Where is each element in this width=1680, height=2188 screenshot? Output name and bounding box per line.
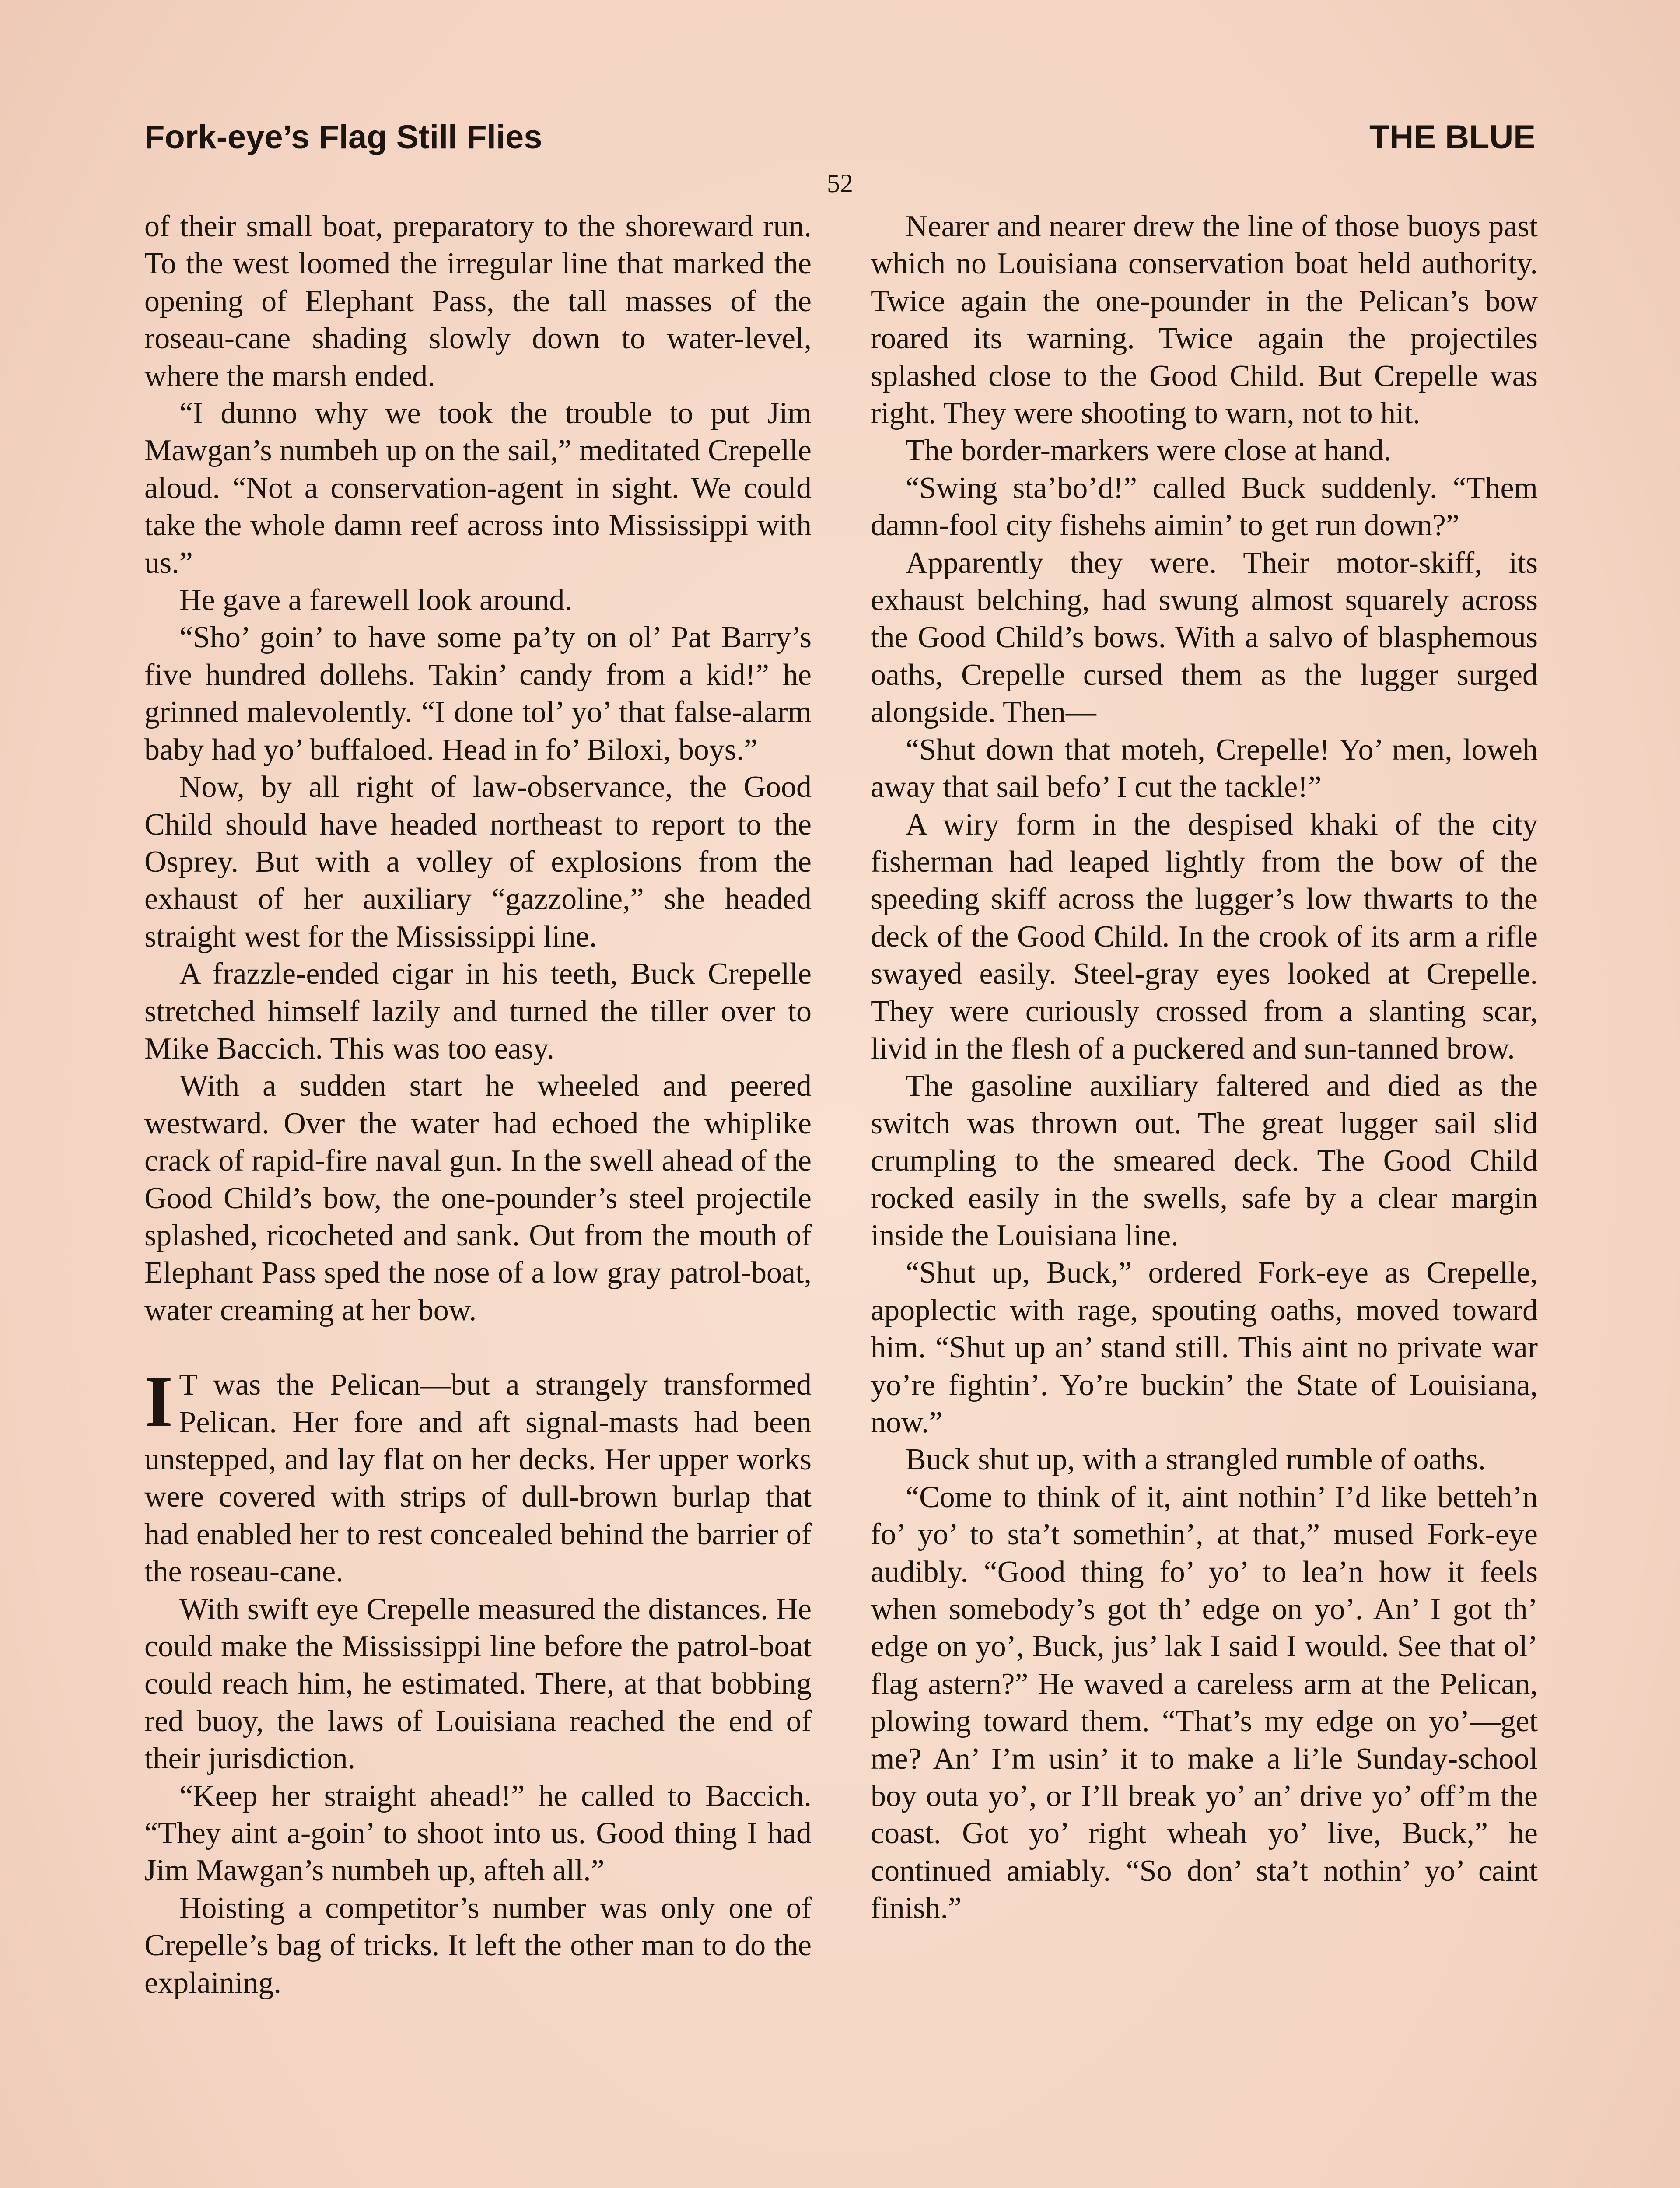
paragraph: Buck shut up, with a strangled rumble of oaths. (906, 1443, 1486, 1477)
paragraph: “Keep her straight ahead!” he called to Baccich. “They aint a-goin’ to shoot into us. Good thing I had Jim Mawgan’s numbeh up, afteh all.” (144, 1779, 812, 1888)
paragraph: With swift eye Crepelle measured the distances. He could make the Mississippi line before the patrol-boat could reach him, he estimated. There, at that bobbing red buoy, the laws of Louisiana reached the end of their jurisdiction. (144, 1592, 812, 1776)
paragraph: “I dunno why we took the trouble to put Jim Mawgan’s numbeh up on the sail,” meditated Crepelle aloud. “Not a conservation-agent in sight. We could take the whole damn reef across into Mississippi with us.” (144, 396, 812, 580)
paragraph: of their small boat, preparatory to the shoreward run. To the west loomed the irregular line that marked the opening of Elephant Pass, the tall masses of the roseau-cane shading slowly down to water-level, where the marsh ended. (144, 210, 812, 393)
paragraph: A wiry form in the despised khaki of the city fisherman had leaped lightly from the bow of the speeding skiff across the lugger’s low thwarts to the deck of the Good Child. In the crook of its arm a rifle swayed easily. Steel-gray eyes looked at Crepelle. They were curiously crossed from a slanting scar, livid in the flesh of a puckered and sun-tanned brow. (871, 807, 1538, 1066)
paragraph-text: T was the Pelican—but a strangely transformed Pelican. Her fore and aft signal-masts had been unstepped, and lay flat on her decks. Her upper works were covered with strips of dull-brown burlap that had enabled her to rest concealed behind the barrier of the roseau-cane. (144, 1368, 812, 1589)
paragraph: He gave a farewell look around. (179, 583, 572, 617)
text-columns (144, 208, 1538, 2002)
paragraph: Now, by all right of law-observance, the Good Child should have headed northeast to report to the Osprey. But with a volley of explosions from the exhaust of her auxiliary “gazzoline,” she headed straight west for the Mississippi line. (144, 770, 812, 954)
paragraph: “Swing sta’bo’d!” called Buck suddenly. “Them damn-fool city fishehs aimin’ to get run down?” (871, 471, 1538, 543)
story-title: Fork-eye’s Flag Still Flies (144, 119, 542, 156)
left-column (144, 208, 812, 2002)
paragraph: Nearer and nearer drew the line of those buoys past which no Louisiana conservation boat held authority. Twice again the one-pounder in the Pelican’s bow roared its warning. Twice again the projectiles splashed close to the Good Child. But Crepelle was right. They were shooting to warn, not to hit. (871, 210, 1538, 431)
paragraph: “Shut down that moteh, Crepelle! Yo’ men, loweh away that sail befo’ I cut the tackle!” (871, 733, 1538, 804)
paragraph: “Sho’ goin’ to have some pa’ty on ol’ Pat Barry’s five hundred dollehs. Takin’ candy from a kid!” he grinned malevolently. “I done tol’ yo’ that false-alarm baby had yo’ buffaloed. Head in fo’ Biloxi, boys.” (144, 621, 812, 767)
paragraph: The gasoline auxiliary faltered and died as the switch was thrown out. The great lugger sail slid crumpling to the smeared deck. The Good Child rocked easily in the swells, safe by a clear margin inside the Louisiana line. (871, 1069, 1538, 1252)
right-column (871, 208, 1538, 2002)
page-number: 52 (827, 169, 853, 198)
paragraph: With a sudden start he wheeled and peered westward. Over the water had echoed the whiplike crack of rapid-fire naval gun. In the swell ahead of the Good Child’s bow, the one-pounder’s steel projectile splashed, ricocheted and sank. Out from the mouth of Elephant Pass sped the nose of a low gray patrol-boat, water creaming at her bow. (144, 1069, 812, 1327)
paragraph: Apparently they were. Their motor-skiff, its exhaust belching, had swung almost squarely across the Good Child’s bows. With a salvo of blasphemous oaths, Crepelle cursed them as the lugger surged alongside. Then— (871, 546, 1538, 729)
paragraph (144, 1361, 812, 1590)
paragraph: The border-markers were close at hand. (906, 434, 1392, 468)
paragraph: A frazzle-ended cigar in his teeth, Buck Crepelle stretched himself lazily and turned the tiller over to Mike Baccich. This was too easy. (144, 957, 812, 1066)
paragraph: “Come to think of it, aint nothin’ I’d like betteh’n fo’ yo’ to sta’t somethin’, at that,” mused Fork-eye audibly. “Good thing fo’ yo’ to lea’n how it feels when somebody’s got th’ edge on yo’. An’ I got th’ edge on yo’, Buck, jus’ lak I said I would. See that ol’ flag astern?” He waved a careless arm at the Pelican, plowing toward them. “That’s my edge on yo’—get me? An’ I’m usin’ it to make a li’le Sunday-school boy outa yo’, or I’ll break yo’ an’ drive yo’ off’m the coast. Got yo’ right wheah yo’ live, Buck,” he continued amiably. “So don’ sta’t nothin’ yo’ caint finish.” (871, 1480, 1538, 1925)
paragraph: Hoisting a competitor’s number was only one of Crepelle’s bag of tricks. It left the other man to do the explaining. (144, 1891, 812, 2000)
drop-cap: I (144, 1361, 173, 1443)
paragraph: “Shut up, Buck,” ordered Fork-eye as Crepelle, apoplectic with rage, spouting oaths, moved toward him. “Shut up an’ stand still. This aint no private war yo’re fightin’. Yo’re buckin’ the State of Louisiana, now.” (871, 1256, 1538, 1439)
running-head (144, 118, 1536, 166)
magazine-title: THE BLUE (1369, 119, 1536, 156)
